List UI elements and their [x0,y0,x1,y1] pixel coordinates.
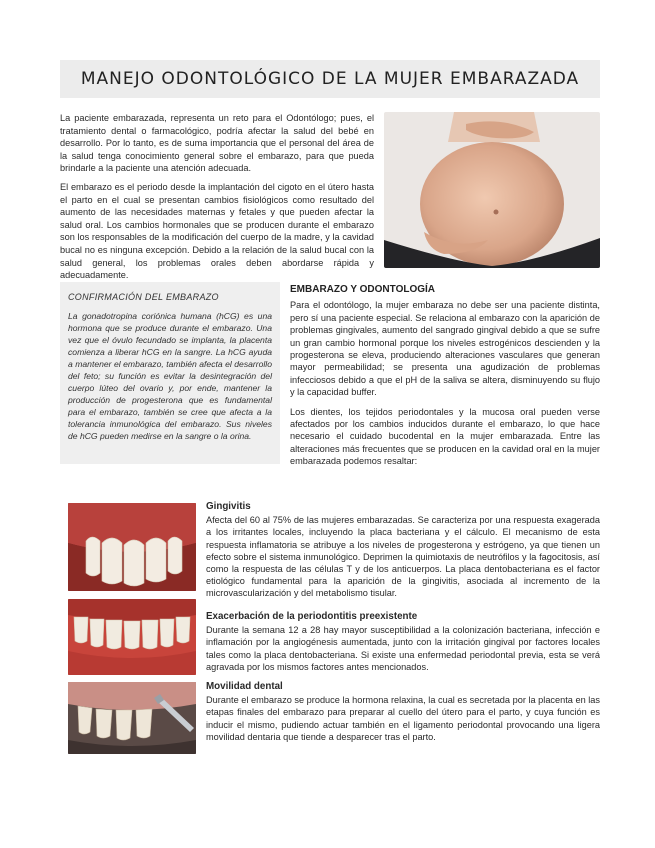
pregnant-belly-illustration [384,112,600,268]
condition-text: Afecta del 60 al 75% de las mujeres embarazadas. Se caracteriza por una respuesta exagerada a los irritantes locales, incluyendo la placa bacteriana y el cálculo. El mecanismo de esta respuesta inflamatoria se atribuye a los niveles de progesterona y estrógeno, ya que tienen un efecto sobre el sistema inmunológico. Deprimen la quimiotaxis de neutrófilos y la fagocitosis, así como la respuesta de las células T y de los anticuerpos. La placa dentobacteriana es el factor etiológico fundamental para la aparición de la gingivitis, asociada al incremento de la microvascularización y del metabolismo tisular. [206,515,600,599]
dental-mobility-illustration [68,682,196,754]
gingivitis-illustration [68,503,196,591]
condition-periodontitis [206,611,600,673]
periodontitis-illustration [68,599,196,675]
main-section [290,284,600,475]
pregnant-belly-photo [384,112,600,268]
intro-text [60,112,374,288]
page-title: MANEJO ODONTOLÓGICO DE LA MUJER EMBARAZADA [80,69,580,89]
gingivitis-photo [68,503,196,591]
section-paragraph: Para el odontólogo, la mujer embaraza no debe ser una paciente distinta, pero sí una paciente especial. Se relaciona al embarazo con la aparición de problemas gingivales, aumento del sangrado gingival debido a que se sufre un gran cambio hormonal porque los niveles estrogénicos descienden y la progesterona se eleva, produciendo alteraciones vasculares que generan mayor permeabilidad; se presenta una agudización de problemas infecciosos debido a que el pH de la saliva se altera, disminuyendo su flujo y la capacidad buffer. [290,300,600,398]
condition-text: Durante la semana 12 a 28 hay mayor susceptibilidad a la colonización bacteriana, infección e inflamación por la angiogénesis aumentada, junto con la irritación gingival por factores locales tales como la placa dentobacteriana. Si existe una enfermedad periodontal previa, esta se verá agravada por los mismos factores antes mencionados. [206,625,600,672]
intro-paragraph: La paciente embarazada, representa un reto para el Odontólogo; pues, el tratamiento dental o farmacológico, podría afectar la salud del bebé en desarrollo. Por lo tanto, es de suma importancia que el personal del área de la salud tenga conocimiento general sobre el embarazo, para que pueda brindarle a la paciente una atención adecuada. [60,113,374,174]
periodontitis-photo [68,599,196,675]
section-heading: EMBARAZO Y ODONTOLOGÍA [290,284,436,295]
section-paragraph: Los dientes, los tejidos periodontales y la mucosa oral pueden verse afectados por los cambios inducidos durante el embarazo, lo que hace necesario el cuidado bucodental en la mujer embarazada. Entre las alteraciones más frecuentes que se producen en la cavidad oral en la mujer embarazada podemos resaltar: [290,406,600,467]
condition-mobility [206,681,600,743]
title-banner [60,60,600,98]
condition-gingivitis [206,501,600,600]
condition-title: Exacerbación de la periodontitis preexistente [206,611,418,622]
condition-title: Gingivitis [206,501,251,512]
condition-title: Movilidad dental [206,681,283,692]
condition-text: Durante el embarazo se produce la hormona relaxina, la cual es secretada por la placenta en las etapas finales del embarazo para preparar al cuello del útero para el parto, y cuya función es inducir el mismo, pudiendo actuar también en el ligamento periodontal provocando una ligera movilidad dentaria que tiende a desparecer tras el parto. [206,695,600,742]
intro-paragraph: El embarazo es el periodo desde la implantación del cigoto en el útero hasta el parto en el cual se presentan cambios fisiológicos como resultado del aumento de las necesidades maternas y fetales y que pueden afectar la salud oral. Los cambios hormonales que se producen durante el embarazo son los responsables de la modificación del cuerpo de la madre, y la cavidad bucal no es ninguna excepción. Debido a la relación de la salud bucal con la salud general, los problemas orales deben abordarse rápida y adecuadamente. [60,181,374,281]
sidebar-heading: CONFIRMACIÓN DEL EMBARAZO [68,292,219,302]
sidebar-text: La gonadotropina coriónica humana (hCG) es una hormona que se produce durante el embarazo. Una vez que el óvulo fecundado se implanta, la placenta comienza a liberar hCG en la sangre. La hCG ayuda a mantener el embarazo, también afecta el desarrollo del feto; su función es evitar la desintegración del cuerpo lúteo del ovario y, por ende, mantener la producción de progesterona que es fundamental para el embarazo, también se cree que afecta a la tolerancia inmunológica del embarazo. Sus niveles de hCG pueden medirse en la sangre o la orina. [68,311,272,441]
dental-mobility-photo [68,682,196,754]
sidebar-box [60,282,280,464]
